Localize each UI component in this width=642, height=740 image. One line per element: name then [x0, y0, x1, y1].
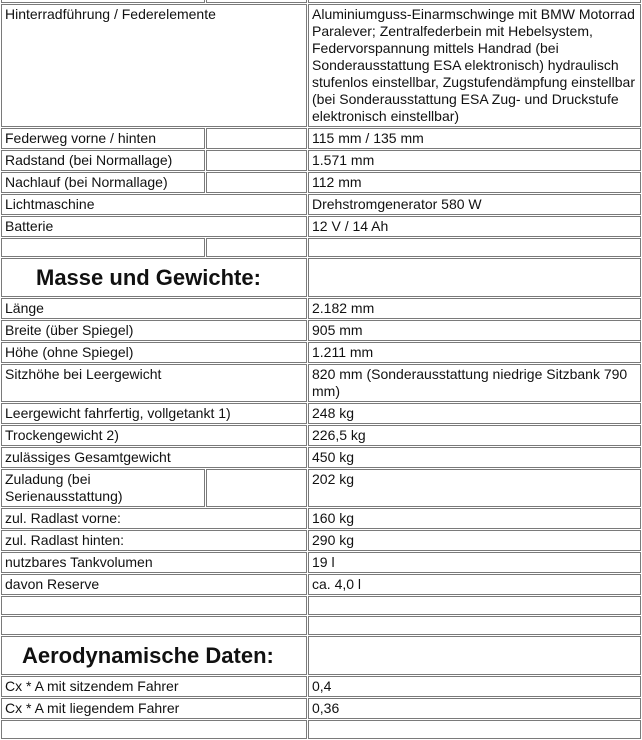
- table-row: [1, 574, 641, 595]
- spec-value: 248 kg: [308, 403, 641, 424]
- table-row: [1, 4, 641, 127]
- table-row: [1, 0, 641, 3]
- table-row-empty: [1, 238, 641, 257]
- table-row: [1, 698, 641, 719]
- spec-label: Höhe (ohne Spiegel): [1, 342, 307, 363]
- spec-label: Trockengewicht 2): [1, 425, 307, 446]
- table-row: [1, 342, 641, 363]
- table-row: [1, 320, 641, 341]
- spec-value: 112 mm: [308, 172, 641, 193]
- table-row: [1, 364, 641, 402]
- spec-value: 820 mm (Sonderausstattung niedrige Sitzbank 790 mm): [308, 364, 641, 402]
- spec-label: zulässiges Gesamtgewicht: [1, 447, 307, 468]
- spec-label: Hinterradführung / Federelemente: [1, 4, 307, 127]
- spec-label: Länge: [1, 298, 307, 319]
- table-row: [1, 676, 641, 697]
- spec-label: Lichtmaschine: [1, 194, 307, 215]
- table-row: [1, 552, 641, 573]
- spec-label: Breite (über Spiegel): [1, 320, 307, 341]
- section-header-row: [1, 258, 641, 297]
- table-row: [1, 298, 641, 319]
- spec-value: 12 V / 14 Ah: [308, 216, 641, 237]
- table-row: [1, 530, 641, 551]
- table-row: [1, 508, 641, 529]
- table-row-empty: [1, 596, 641, 615]
- spec-empty-cell: [206, 150, 307, 171]
- spec-label: davon Reserve: [1, 574, 307, 595]
- spec-value: 450 kg: [308, 447, 641, 468]
- spec-value: 19 l: [308, 552, 641, 573]
- spec-empty-cell: [206, 469, 307, 507]
- spec-value: 905 mm: [308, 320, 641, 341]
- spec-label: Batterie: [1, 216, 307, 237]
- table-row: [1, 447, 641, 468]
- section-header-row: [1, 636, 641, 675]
- spec-label: zul. Radlast hinten:: [1, 530, 307, 551]
- spec-empty-cell: [206, 172, 307, 193]
- spec-value: 2.182 mm: [308, 298, 641, 319]
- spec-label: Cx * A mit sitzendem Fahrer: [1, 676, 307, 697]
- spec-value: Drehstromgenerator 580 W: [308, 194, 641, 215]
- table-row: [1, 403, 641, 424]
- spec-label: Nachlauf (bei Normallage): [1, 172, 205, 193]
- spec-value: 290 kg: [308, 530, 641, 551]
- spec-value: 0,36: [308, 698, 641, 719]
- section-title-aero: Aerodynamische Daten:: [1, 636, 307, 675]
- spec-value: 1.571 mm: [308, 150, 641, 171]
- spec-label: Federweg vorne / hinten: [1, 128, 205, 149]
- table-row: [1, 425, 641, 446]
- spec-value: 0,4: [308, 676, 641, 697]
- spec-label: Radstand (bei Normallage): [1, 150, 205, 171]
- spec-label: Cx * A mit liegendem Fahrer: [1, 698, 307, 719]
- table-row: [1, 150, 641, 171]
- spec-value: 226,5 kg: [308, 425, 641, 446]
- spec-label: Leergewicht fahrfertig, vollgetankt 1): [1, 403, 307, 424]
- table-row: [1, 194, 641, 215]
- table-row: [1, 128, 641, 149]
- spec-label: Zuladung (bei Serienausstattung): [1, 469, 205, 507]
- spec-value: ca. 4,0 l: [308, 574, 641, 595]
- spec-value: 202 kg: [308, 469, 641, 507]
- table-row-empty: [1, 720, 641, 739]
- spec-label: zul. Radlast vorne:: [1, 508, 307, 529]
- spec-value: 160 kg: [308, 508, 641, 529]
- table-row: [1, 469, 641, 507]
- spec-value: 115 mm / 135 mm: [308, 128, 641, 149]
- table-row: [1, 172, 641, 193]
- table-row-empty: [1, 616, 641, 635]
- spec-empty-cell: [206, 128, 307, 149]
- spec-label: nutzbares Tankvolumen: [1, 552, 307, 573]
- section-title-masse: Masse und Gewichte:: [1, 258, 307, 297]
- spec-label: Sitzhöhe bei Leergewicht: [1, 364, 307, 402]
- spec-value: 1.211 mm: [308, 342, 641, 363]
- table-row: [1, 216, 641, 237]
- spec-value: Aluminiumguss-Einarmschwinge mit BMW Motorrad Paralever; Zentralfederbein mit Hebelsystem, Federvorspannung mittels Handrad (bei Sonderausstattung ESA elektronisch) hydraulisch stufenlos einstellbar, Zugstufendämpfung einstellbar (bei Sonderausstattung ESA Zug- und Druckstufe elektronisch einstellbar): [308, 4, 641, 127]
